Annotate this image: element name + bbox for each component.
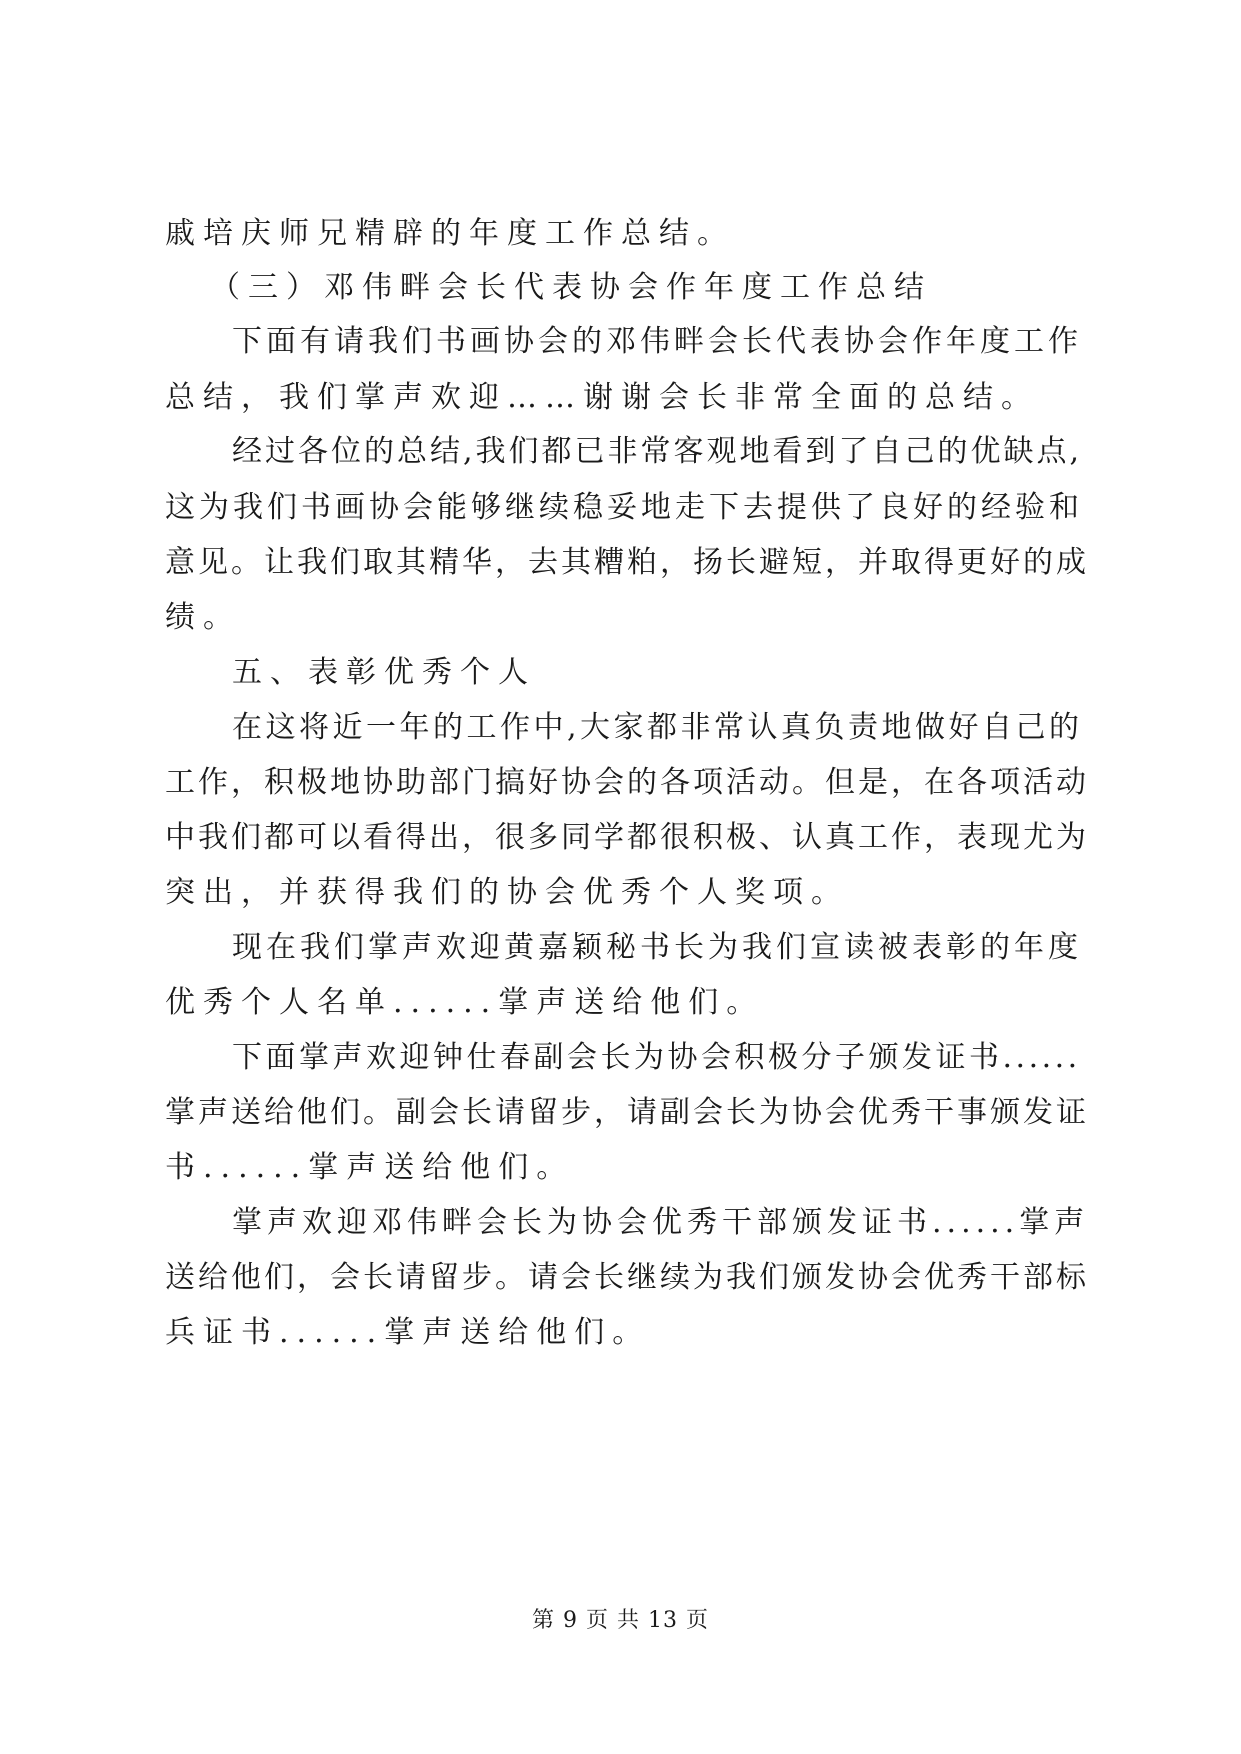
paragraph-line: 在这将近一年的工作中,大家都非常认真负责地做好自己的 bbox=[232, 710, 1083, 745]
paragraph-line: 绩。 bbox=[165, 600, 241, 635]
paragraph-line: 现在我们掌声欢迎黄嘉颖秘书长为我们宣读被表彰的年度 bbox=[232, 930, 1082, 965]
paragraph-line: 意见。让我们取其精华，去其糟粕，扬长避短，并取得更好的成 bbox=[165, 545, 1089, 580]
paragraph-line: 优秀个人名单......掌声送给他们。 bbox=[165, 985, 765, 1020]
paragraph-line: 经过各位的总结,我们都已非常客观地看到了自己的优缺点, bbox=[232, 434, 1083, 469]
paragraph-line: 掌声送给他们。副会长请留步，请副会长为协会优秀干事颁发证 bbox=[165, 1095, 1089, 1130]
paragraph-line: 这为我们书画协会能够继续稳妥地走下去提供了良好的经验和 bbox=[165, 490, 1083, 525]
paragraph-line: 下面有请我们书画协会的邓伟畔会长代表协会作年度工作 bbox=[232, 324, 1082, 359]
paragraph-line: 突出，并获得我们的协会优秀个人奖项。 bbox=[165, 875, 849, 910]
paragraph-line: 送给他们，会长请留步。请会长继续为我们颁发协会优秀干部标 bbox=[165, 1260, 1089, 1295]
section-heading: 五、表彰优秀个人 bbox=[232, 655, 536, 690]
section-heading: （三）邓伟畔会长代表协会作年度工作总结 bbox=[210, 270, 932, 305]
paragraph-line: 下面掌声欢迎钟仕春副会长为协会积极分子颁发证书...... bbox=[232, 1040, 1081, 1075]
paragraph-line: 掌声欢迎邓伟畔会长为协会优秀干部颁发证书......掌声 bbox=[232, 1205, 1090, 1240]
paragraph-line: 兵证书......掌声送给他们。 bbox=[165, 1315, 651, 1350]
paragraph-line: 中我们都可以看得出，很多同学都很积极、认真工作，表现尤为 bbox=[165, 820, 1089, 855]
paragraph-line: 戚培庆师兄精辟的年度工作总结。 bbox=[165, 216, 735, 251]
paragraph-line: 工作，积极地协助部门搞好协会的各项活动。但是，在各项活动 bbox=[165, 765, 1089, 800]
paragraph-line: 总结，我们掌声欢迎……谢谢会长非常全面的总结。 bbox=[165, 380, 1039, 415]
paragraph-line: 书......掌声送给他们。 bbox=[165, 1150, 575, 1185]
page-number-footer: 第 9 页 共 13 页 bbox=[532, 1608, 709, 1633]
